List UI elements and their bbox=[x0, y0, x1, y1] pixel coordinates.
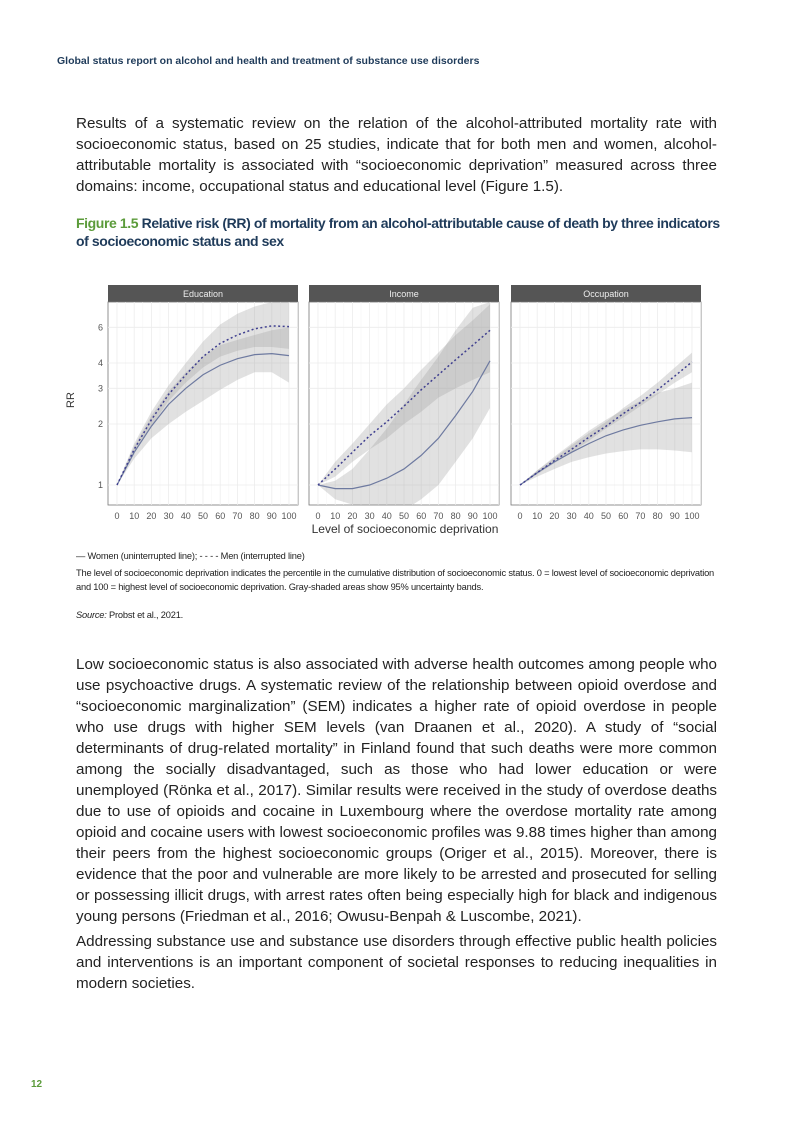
x-tick-label: 60 bbox=[416, 511, 427, 521]
figure-caption: Relative risk (RR) of mortality from an alcohol-attributable cause of death by three indicators of socioeconomic status and sex bbox=[76, 215, 720, 249]
y-axis-title: RR bbox=[65, 392, 77, 408]
drugs-paragraph: Low socioeconomic status is also associated with adverse health outcomes among people who use psychoactive drugs. A systematic review of the relationship between opioid overdose and “socioeconomic marginalization” (SEM) indicates a higher rate of opioid overdose in people who use drugs with higher SEM levels (van Draanen et al., 2020). A study of “social determinants of drug-related mortality” in Finland found that such deaths were more common among the socially disadvantaged, such as those who had lower education or were unemployed (Rönka et al., 2017). Similar results were received in the study of overdose deaths due to use of opioids and cocaine in Luxembourg where the overdose mortality rate among opioid and cocaine users with lowest socioeconomic profiles was 9.88 times higher than among their peers from the highest socioeconomic groups (Origer et al., 2015). Moreover, there is evidence that the poor and vulnerable are more likely to be arrested and prosecuted for selling or possessing illicit drugs, with arrest rates often being especially high for black and indigenous young persons (Friedman et al., 2016; Owusu-Benpah & Luscombe, 2021). bbox=[76, 656, 717, 925]
x-tick-label: 10 bbox=[532, 511, 543, 521]
legend-women: — Women (uninterrupted line); bbox=[76, 551, 200, 561]
legend-men: - - - - Men (interrupted line) bbox=[199, 551, 305, 561]
x-tick-label: 30 bbox=[163, 511, 174, 521]
x-tick-label: 40 bbox=[381, 511, 392, 521]
x-tick-label: 20 bbox=[549, 511, 560, 521]
source-text: Probst et al., 2021. bbox=[106, 610, 184, 620]
x-tick-label: 90 bbox=[266, 511, 277, 521]
x-tick-label: 60 bbox=[618, 511, 629, 521]
x-tick-label: 100 bbox=[281, 511, 297, 521]
x-tick-label: 70 bbox=[635, 511, 646, 521]
facet-label-income: Income bbox=[389, 289, 419, 299]
figure-source bbox=[76, 608, 716, 622]
x-tick-label: 50 bbox=[398, 511, 410, 521]
x-tick-label: 100 bbox=[684, 511, 700, 521]
y-tick-label: 1 bbox=[97, 480, 103, 490]
intro-paragraph: Results of a systematic review on the relation of the alcohol-attributed mortality rate with socioeconomic status, based on 25 studies, indicate that for both men and women, alcohol-attributable mortality is associated with “socioeconomic deprivation” measured across three domains: income, occupational status and educational level (Figure 1.5). bbox=[76, 115, 717, 195]
x-tick-label: 80 bbox=[450, 511, 461, 521]
figure-note: The level of socioeconomic deprivation indicates the percentile in the cumulative distribution of socioeconomic status. 0 = lowest level of socioeconomic deprivation and 100 = highest level of socioeconomic deprivation. Gray-shaded areas show 95% uncertainty bands. bbox=[76, 568, 715, 592]
x-tick-label: 90 bbox=[467, 511, 478, 521]
source-label: Source: bbox=[76, 610, 107, 620]
x-tick-label: 40 bbox=[583, 511, 594, 521]
figure-legend bbox=[76, 549, 716, 563]
x-tick-label: 80 bbox=[249, 511, 260, 521]
x-tick-label: 0 bbox=[114, 511, 120, 521]
y-tick-label: 2 bbox=[97, 419, 103, 430]
x-tick-label: 70 bbox=[433, 511, 444, 521]
x-tick-label: 50 bbox=[197, 511, 209, 521]
x-tick-label: 20 bbox=[347, 511, 358, 521]
page-number: 12 bbox=[31, 1079, 43, 1090]
x-tick-label: 90 bbox=[669, 511, 680, 521]
rr-faceted-chart bbox=[60, 270, 720, 540]
x-tick-label: 50 bbox=[600, 511, 612, 521]
y-tick-label: 3 bbox=[97, 383, 103, 394]
x-tick-label: 20 bbox=[146, 511, 157, 521]
x-tick-label: 30 bbox=[364, 511, 375, 521]
x-tick-label: 40 bbox=[180, 511, 191, 521]
figure-label: Figure 1.5 bbox=[76, 215, 139, 231]
y-tick-label: 4 bbox=[97, 358, 103, 369]
x-tick-label: 100 bbox=[482, 511, 498, 521]
conclusion-paragraph: Addressing substance use and substance use disorders through effective public health policies and interventions is an important component of societal responses to reducing inequalities in modern societies. bbox=[76, 933, 717, 992]
x-tick-label: 0 bbox=[315, 511, 321, 521]
x-tick-label: 80 bbox=[652, 511, 663, 521]
y-tick-label: 6 bbox=[97, 322, 103, 333]
x-axis-title: Level of socioeconomic deprivation bbox=[311, 522, 499, 536]
x-tick-label: 10 bbox=[330, 511, 341, 521]
x-tick-label: 30 bbox=[566, 511, 577, 521]
x-tick-label: 70 bbox=[232, 511, 243, 521]
running-header: Global status report on alcohol and health and treatment of substance use disorders bbox=[57, 55, 480, 67]
x-tick-label: 60 bbox=[215, 511, 226, 521]
figure-title bbox=[76, 214, 726, 250]
x-tick-label: 10 bbox=[129, 511, 140, 521]
facet-label-education: Education bbox=[182, 289, 224, 299]
x-tick-label: 0 bbox=[517, 511, 523, 521]
facet-label-occupation: Occupation bbox=[583, 289, 629, 299]
